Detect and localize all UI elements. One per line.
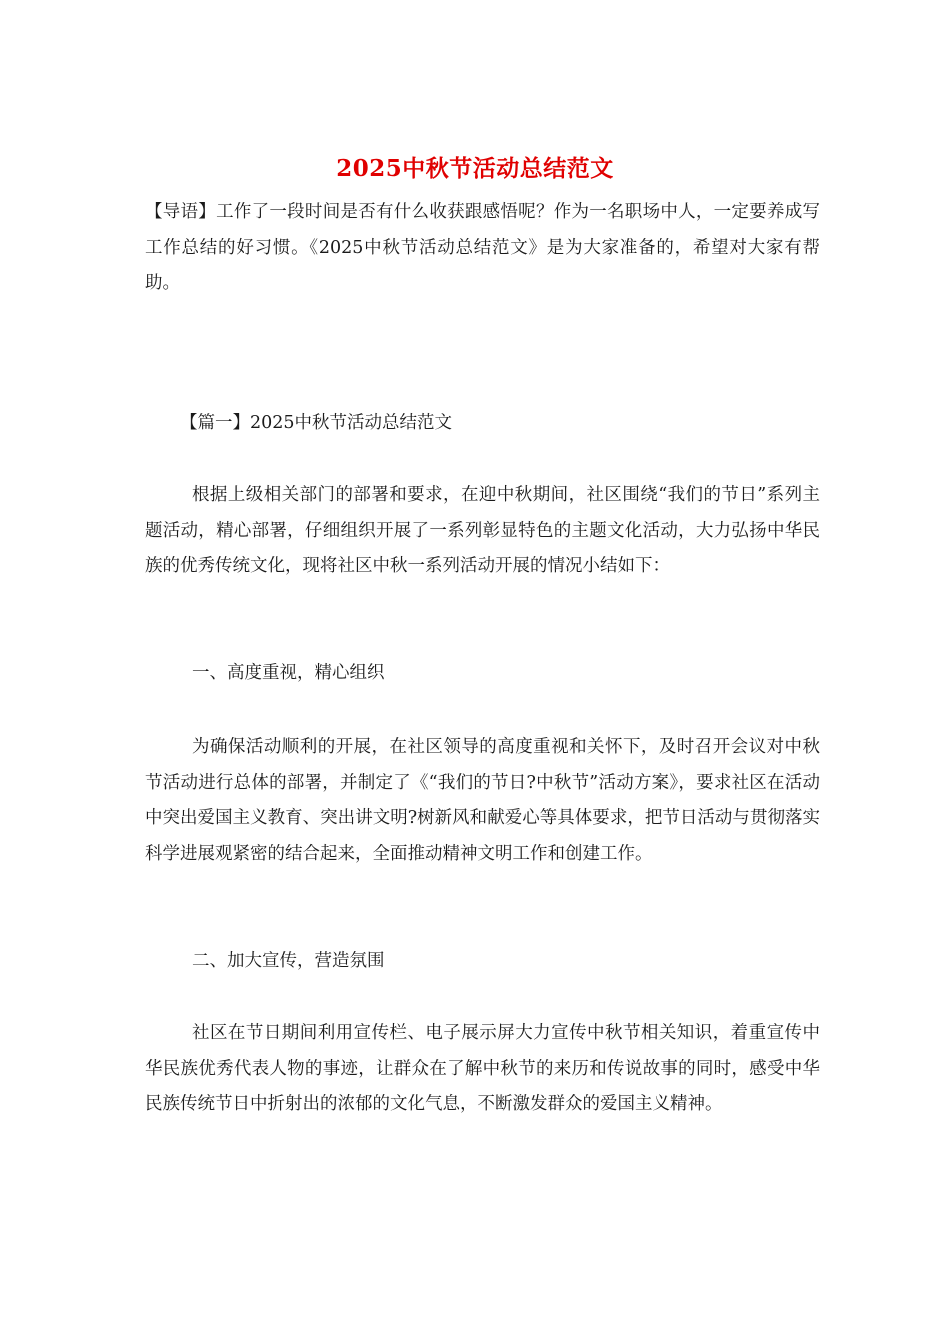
document-title: 2025中秋节活动总结范文 — [336, 155, 614, 182]
body-paragraph-2: 为确保活动顺利的开展，在社区领导的高度重视和关怀下，及时召开会议对中秋节活动进行总体的部署，并制定了《“我们的节日?中秋节”活动方案》，要求社区在活动中突出爱国主义教育、突出讲文明?树新风和献爱心等具体要求，把节日活动与贯彻落实科学进展观紧密的结合起来，全面推动精神文明工作和创建工作。 — [145, 737, 820, 864]
body-paragraph-1: 根据上级相关部门的部署和要求，在迎中秋期间，社区围绕“我们的节日”系列主题活动，精心部署，仔细组织开展了一系列彰显特色的主题文化活动，大力弘扬中华民族的优秀传统文化，现将社区中秋一系列活动开展的情况小结如下： — [145, 485, 820, 576]
section-heading-2: 二、加大宣传，营造氛围 — [192, 951, 385, 971]
intro-paragraph: 【导语】工作了一段时间是否有什么收获跟感悟呢？作为一名职场中人，一定要养成写工作总结的好习惯。《2025中秋节活动总结范文》是为大家准备的，希望对大家有帮助。 — [145, 202, 820, 293]
body-paragraph-3: 社区在节日期间利用宣传栏、电子展示屏大力宣传中秋节相关知识，着重宣传中华民族优秀代表人物的事迹，让群众在了解中秋节的来历和传说故事的同时，感受中华民族传统节日中折射出的浓郁的文化气息，不断激发群众的爱国主义精神。 — [145, 1023, 820, 1114]
section-heading-1: 一、高度重视，精心组织 — [192, 663, 385, 683]
section-title: 【篇一】2025中秋节活动总结范文 — [180, 413, 453, 433]
